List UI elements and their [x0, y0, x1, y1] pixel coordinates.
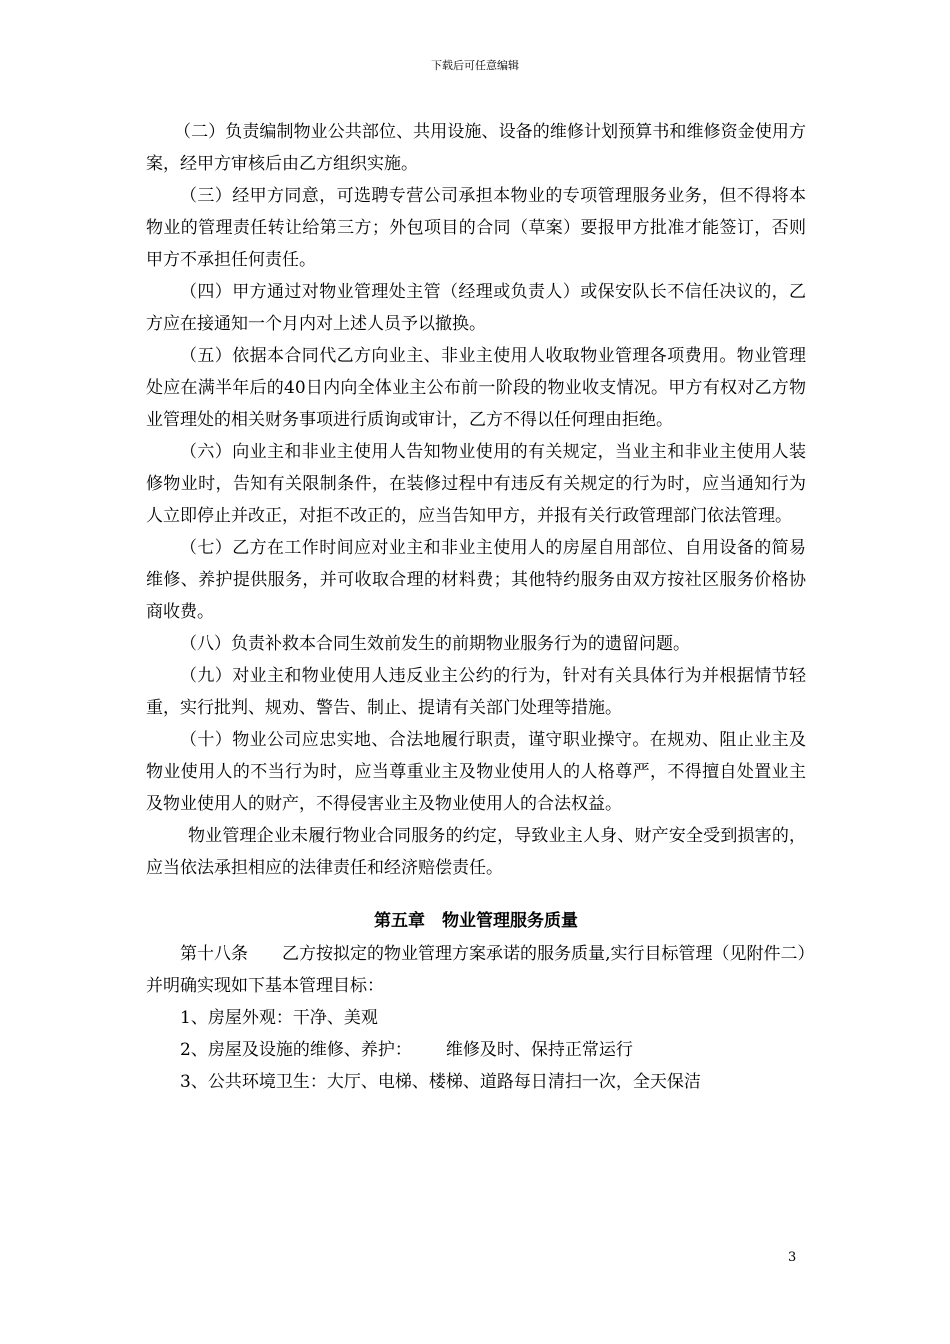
- target-value: 大厅、电梯、楼梯、道路每日清扫一次，全天保洁: [326, 1072, 701, 1092]
- paragraph-clause-9: （九）对业主和物业使用人违反业主公约的行为，针对有关具体行为并根据情节轻重，实行批判、规劝、警告、制止、提请有关部门处理等措施。: [146, 666, 806, 718]
- document-body: [146, 116, 806, 1098]
- paragraph-clause-3: （三）经甲方同意，可选聘专营公司承担本物业的专项管理服务业务，但不得将本物业的管理责任转让给第三方；外包项目的合同（草案）要报甲方批准才能签订，否则甲方不承担任何责任。: [146, 186, 806, 270]
- article-label: 第十八条: [180, 944, 249, 964]
- paragraph-clause-6: （六）向业主和非业主使用人告知物业使用的有关规定，当业主和非业主使用人装修物业时，告知有关限制条件，在装修过程中有违反有关规定的行为时，应当通知行为人立即停止并改正，对拒不改正的，应当告知甲方，并报有关行政管理部门依法管理。: [146, 442, 806, 526]
- target-item-2: [146, 1034, 806, 1066]
- target-label: 2、房屋及设施的维修、养护：: [180, 1040, 412, 1060]
- paragraph-clause-2: （二）负责编制物业公共部位、共用设施、设备的维修计划预算书和维修资金使用方案，经甲方审核后由乙方组织实施。: [146, 122, 806, 174]
- article-18: [146, 938, 806, 1002]
- page-header: 下载后可任意编辑: [431, 59, 519, 72]
- page-number: 3: [788, 1250, 797, 1265]
- article-text: 乙方按拟定的物业管理方案承诺的服务质量,实行目标管理（见附件二）并明确实现如下基本管理目标：: [146, 944, 807, 996]
- paragraph-clause-5: （五）依据本合同代乙方向业主、非业主使用人收取物业管理各项费用。物业管理处应在满半年后的40日内向全体业主公布前一阶段的物业收支情况。甲方有权对乙方物业管理处的相关财务事项进行质询或审计，乙方不得以任何理由拒绝。: [146, 346, 806, 430]
- paragraph-clause-8: （八）负责补救本合同生效前发生的前期物业服务行为的遗留问题。: [180, 634, 690, 654]
- target-value: 维修及时、保持正常运行: [445, 1040, 633, 1060]
- target-item-1: [146, 1002, 806, 1034]
- paragraph-clause-10: （十）物业公司应忠实地、合法地履行职责，谨守职业操守。在规劝、阻止业主及物业使用人的不当行为时，应当尊重业主及物业使用人的人格尊严，不得擅自处置业主及物业使用人的财产，不得侵害业主及物业使用人的合法权益。: [146, 730, 806, 814]
- target-item-3: [146, 1066, 806, 1098]
- paragraph-clause-7: （七）乙方在工作时间应对业主和非业主使用人的房屋自用部位、自用设备的简易维修、养护提供服务，并可收取合理的材料费；其他特约服务由双方按社区服务价格协商收费。: [146, 538, 806, 622]
- chapter-title: 第五章 物业管理服务质量: [374, 911, 578, 931]
- target-label: 1、房屋外观：: [180, 1008, 293, 1028]
- target-label: 3、公共环境卫生：: [180, 1072, 327, 1092]
- paragraph-liability: 物业管理企业未履行物业合同服务的约定，导致业主人身、财产安全受到损害的，应当依法承担相应的法律责任和经济赔偿责任。: [146, 826, 806, 878]
- target-value: 干净、美观: [292, 1008, 378, 1028]
- paragraph-clause-4: （四）甲方通过对物业管理处主管（经理或负责人）或保安队长不信任决议的，乙方应在接通知一个月内对上述人员予以撤换。: [146, 282, 806, 334]
